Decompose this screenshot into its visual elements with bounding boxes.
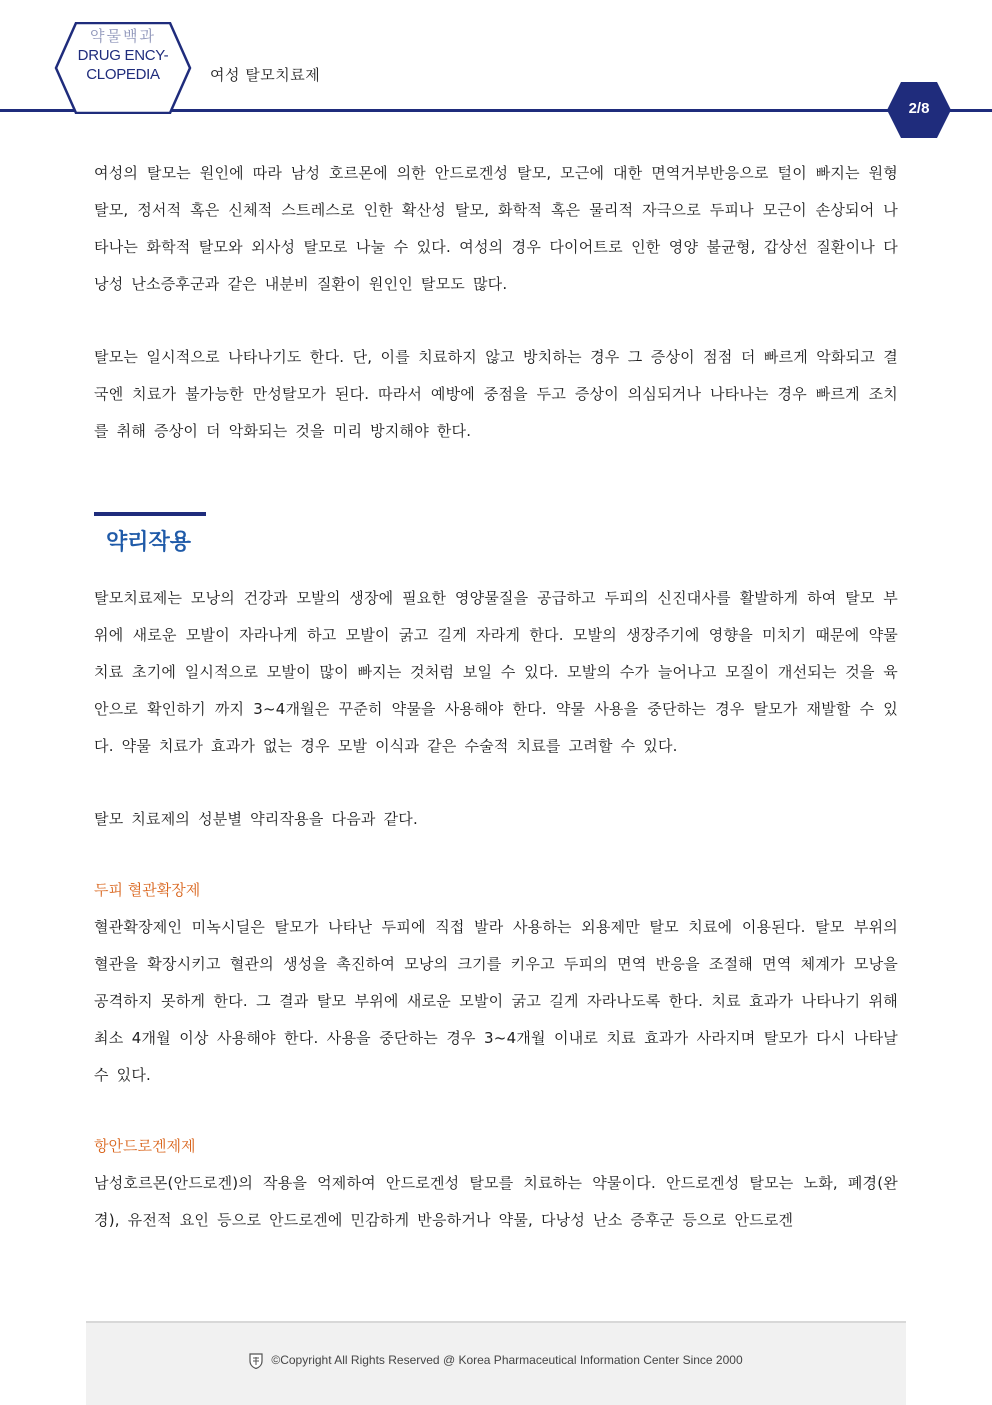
section-heading: 약리작용 xyxy=(106,530,192,555)
document-title: 여성 탈모치료제 xyxy=(210,66,321,84)
antiandrogen-paragraph: 남성호르몬(안드로겐)의 작용을 억제하여 안드로겐성 탈모를 치료하는 약물이다. 안드로겐성 탈모는 노화, 폐경(완경), 유전적 요인 등으로 안드로겐에 민감하게 반응하거나 약물, 다낭성 난소 증후군 등으로 안드로겐 xyxy=(94,1174,898,1229)
logo-korean: 약물백과 xyxy=(90,27,156,45)
subheading-antiandrogen: 항안드로겐제제 xyxy=(94,1137,196,1155)
vasodilator-paragraph: 혈관확장제인 미녹시딜은 탈모가 나타난 두피에 직접 발라 사용하는 외용제만 탈모 치료에 이용된다. 탈모 부위의 혈관을 확장시키고 혈관의 생성을 촉진하여 모낭의 크기를 키우고 두피의 면역 반응을 조절해 면역 체계가 모낭을 공격하지 못하게 한다. 그 결과 탈모 부위에 새로운 모발이 굵고 길게 자라나도록 한다. 치료 효과가 나타나기 위해 최소 4개월 이상 사용해야 한다. 사용을 중단하는 경우 3~4개월 이내로 치료 효과가 사라지며 탈모가 다시 나타날 수 있다. xyxy=(94,918,898,1084)
intro-paragraph-2: 탈모는 일시적으로 나타나기도 한다. 단, 이를 치료하지 않고 방치하는 경우 그 증상이 점점 더 빠르게 악화되고 결국엔 치료가 불가능한 만성탈모가 된다. 따라서 예방에 중점을 두고 증상이 의심되거나 나타나는 경우 빠르게 조치를 취해 증상이 더 악화되는 것을 미리 방지해야 한다. xyxy=(94,348,898,440)
section-divider-bar xyxy=(94,512,206,516)
logo-english-line1: DRUG ENCY- xyxy=(77,47,169,64)
document-body xyxy=(94,155,898,1239)
intro-paragraph-1: 여성의 탈모는 원인에 따라 남성 호르몬에 의한 안드로겐성 탈모, 모근에 대한 면역거부반응으로 털이 빠지는 원형 탈모, 정서적 혹은 신체적 스트레스로 인한 확산성 탈모, 화학적 혹은 물리적 자극으로 두피나 모근이 손상되어 나타나는 화학적 탈모와 외사성 탈모로 나눌 수 있다. 여성의 경우 다이어트로 인한 영양 불균형, 갑상선 질환이나 다낭성 난소증후군과 같은 내분비 질환이 원인인 탈모도 많다. xyxy=(94,164,898,293)
section-paragraph-1: 탈모치료제는 모낭의 건강과 모발의 생장에 필요한 영양물질을 공급하고 두피의 신진대사를 활발하게 하여 탈모 부위에 새로운 모발이 자라나게 하고 모발이 굵고 길게 자라게 한다. 모발의 생장주기에 영향을 미치기 때문에 약물 치료 초기에 일시적으로 모발이 많이 빠지는 것처럼 보일 수 있다. 모발의 수가 늘어나고 모질이 개선되는 것을 육안으로 확인하기 까지 3~4개월은 꾸준히 약물을 사용해야 한다. 약물 사용을 중단하는 경우 탈모가 재발할 수 있다. 약물 치료가 효과가 없는 경우 모발 이식과 같은 수술적 치료를 고려할 수 있다. xyxy=(94,589,898,755)
shield-crest-icon xyxy=(249,1353,263,1369)
logo-english-line2: CLOPEDIA xyxy=(86,66,160,83)
footer-content xyxy=(86,1353,906,1369)
section-paragraph-2: 탈모 치료제의 성분별 약리작용을 다음과 같다. xyxy=(94,810,418,828)
logo xyxy=(60,26,186,84)
subheading-vasodilator: 두피 혈관확장제 xyxy=(94,881,201,899)
page-number: 2/8 xyxy=(908,100,930,117)
copyright-text: ©Copyright All Rights Reserved @ Korea Pharmaceutical Information Center Since 2000 xyxy=(271,1353,743,1368)
footer xyxy=(86,1321,906,1405)
